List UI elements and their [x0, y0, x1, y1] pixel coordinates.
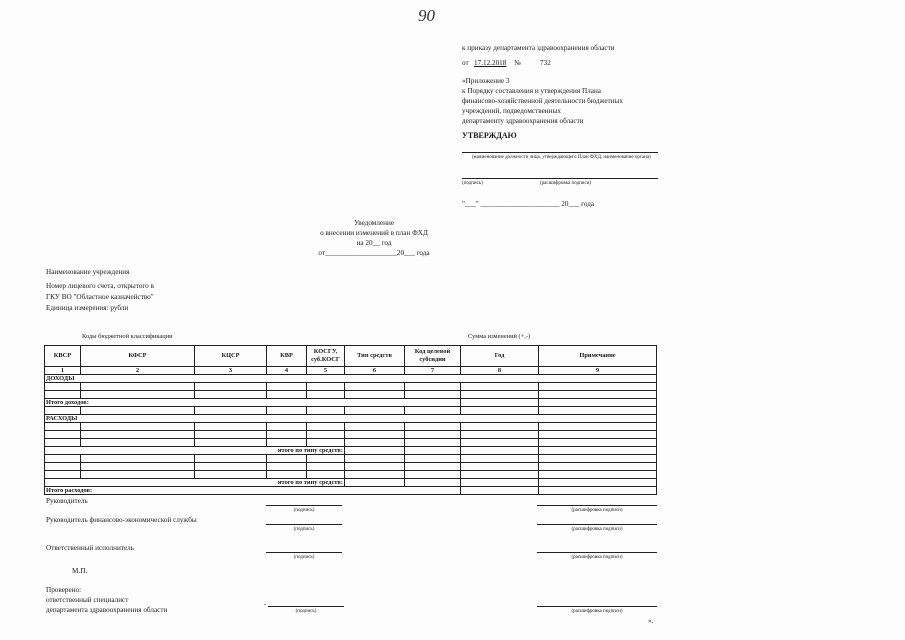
notice-year: на 20__ год	[356, 239, 392, 247]
income-section-label: ДОХОДЫ	[45, 375, 657, 383]
col-number: 6	[345, 367, 405, 375]
notice-subtitle: о внесении изменений в план ФХД	[320, 229, 428, 237]
header-kvr: КВР	[267, 346, 307, 367]
approve-sign-hint: (подпись)	[462, 181, 483, 186]
fin-head-label: Руководитель финансово-экономической службы	[46, 516, 197, 524]
col-number: 7	[405, 367, 461, 375]
page-number: 90	[418, 6, 435, 25]
table-row[interactable]	[45, 463, 657, 471]
header-fund-type: Тип средств	[345, 346, 405, 367]
approve-decode-hint: (расшифровка подписи)	[540, 181, 592, 186]
approve-sign-line	[462, 178, 658, 179]
appendix-line-3: финансово-хозяйственной деятельности бюджетных	[462, 97, 623, 105]
expense-section-label: РАСХОДЫ	[45, 415, 657, 423]
checked-decode-hint: (расшифровка подписи)	[571, 609, 623, 614]
notice-date: от____________________20___ года	[318, 249, 430, 257]
col-number: 8	[461, 367, 539, 375]
approve-title: УТВЕРЖДАЮ	[462, 131, 517, 140]
account-label-2: ГКУ ВО "Областное казначейство"	[46, 293, 154, 301]
order-number-sign: №	[514, 59, 521, 67]
table-row[interactable]	[45, 391, 657, 399]
executor-decode-line	[537, 552, 657, 553]
expense-total-label: Итого расходов:	[45, 487, 461, 495]
checked-line-1: Проверено:	[46, 586, 82, 594]
order-reference: к приказу департамента здравоохранения области	[462, 44, 615, 52]
fin-head-decode-hint: (расшифровка подписи)	[571, 527, 623, 532]
expense-section-row	[45, 415, 657, 423]
codes-caption: Коды бюджетной классификации	[82, 333, 173, 340]
expense-total-row	[45, 487, 657, 495]
expense-total-year[interactable]	[461, 487, 539, 495]
col-number: 5	[307, 367, 345, 375]
col-number: 1	[45, 367, 81, 375]
fin-head-sign-line	[266, 524, 342, 525]
sum-caption: Сумма изменений (+,-)	[468, 333, 531, 340]
expense-total-note[interactable]	[539, 487, 657, 495]
approve-position-hint: (наименование должности лица, утверждающего План ФХД, наименование органа)	[472, 155, 651, 160]
subtotal-row	[45, 447, 657, 455]
header-kosgu: КОСГУ, суб.КОСГ	[307, 346, 345, 367]
appendix-line-1: «Приложение 3	[462, 77, 510, 85]
checked-sign-line	[268, 606, 344, 607]
checked-line-3: департамента здравоохранения области	[46, 606, 168, 614]
table-row[interactable]	[45, 383, 657, 391]
col-number: 4	[267, 367, 307, 375]
header-subsidy-code: Код целевой субсидии	[405, 346, 461, 367]
order-date-label: от	[462, 59, 469, 67]
table-row[interactable]	[45, 407, 657, 415]
subtotal-label: итого по типу средств:	[45, 447, 345, 455]
institution-label: Наименование учреждения	[46, 268, 130, 276]
unit-label: Единица измерения: рубли	[46, 304, 129, 312]
executor-sign-hint: (подпись)	[293, 555, 315, 560]
checked-decode-line	[537, 606, 657, 607]
approve-position-line	[462, 152, 658, 153]
fin-head-sign-hint: (подпись)	[293, 527, 315, 532]
changes-table	[44, 345, 657, 495]
income-total-row	[45, 399, 657, 407]
checked-sign-hint: (подпись)	[295, 609, 317, 614]
table-row[interactable]	[45, 455, 657, 463]
table-row[interactable]	[45, 439, 657, 447]
head-decode-hint: (расшифровка подписи)	[571, 508, 623, 513]
col-number: 2	[81, 367, 195, 375]
fin-head-decode-line	[537, 524, 657, 525]
order-date: 17.12.2018	[474, 59, 507, 67]
executor-decode-hint: (расшифровка подписи)	[571, 555, 623, 560]
checked-dash: -	[264, 600, 267, 608]
executor-label: Ответственный исполнитель	[46, 544, 134, 552]
col-number: 3	[195, 367, 267, 375]
income-section-row	[45, 375, 657, 383]
income-total-year[interactable]	[461, 399, 539, 407]
header-kcsr: КЦСР	[195, 346, 267, 367]
stamp-label: М.П.	[72, 567, 88, 575]
header-kvsr: КВСР	[45, 346, 81, 367]
head-label: Руководитель	[46, 497, 88, 505]
checked-line-2: ответственный специалист	[46, 596, 129, 604]
order-number: 732	[540, 59, 551, 67]
appendix-line-2: к Порядку составления и утверждения Плана	[462, 87, 601, 95]
table-number-row	[45, 367, 657, 375]
executor-sign-line	[266, 552, 342, 553]
header-note: Примечание	[539, 346, 657, 367]
table-row[interactable]	[45, 471, 657, 479]
table-row[interactable]	[45, 423, 657, 431]
table-header-row	[45, 346, 657, 367]
head-sign-hint: (подпись)	[293, 508, 315, 513]
approve-date-line: "___" ______________________ 20___ года	[462, 200, 595, 208]
income-total-label: Итого доходов:	[45, 399, 461, 407]
head-sign-line	[266, 505, 342, 506]
header-year: Год	[461, 346, 539, 367]
account-label-1: Номер лицевого счета, открытого в	[46, 282, 154, 290]
table-row[interactable]	[45, 431, 657, 439]
header-kfsr: КФСР	[81, 346, 195, 367]
income-total-note[interactable]	[539, 399, 657, 407]
col-number: 9	[539, 367, 657, 375]
subtotal-label: итого по типу средств:	[45, 479, 345, 487]
subtotal-row	[45, 479, 657, 487]
appendix-line-4: учреждений, подведомственных	[462, 107, 561, 115]
head-decode-line	[537, 505, 657, 506]
closing-quote: ».	[648, 617, 654, 625]
appendix-line-5: департаменту здравоохранения области	[462, 117, 584, 125]
notice-title: Уведомление	[353, 219, 395, 227]
